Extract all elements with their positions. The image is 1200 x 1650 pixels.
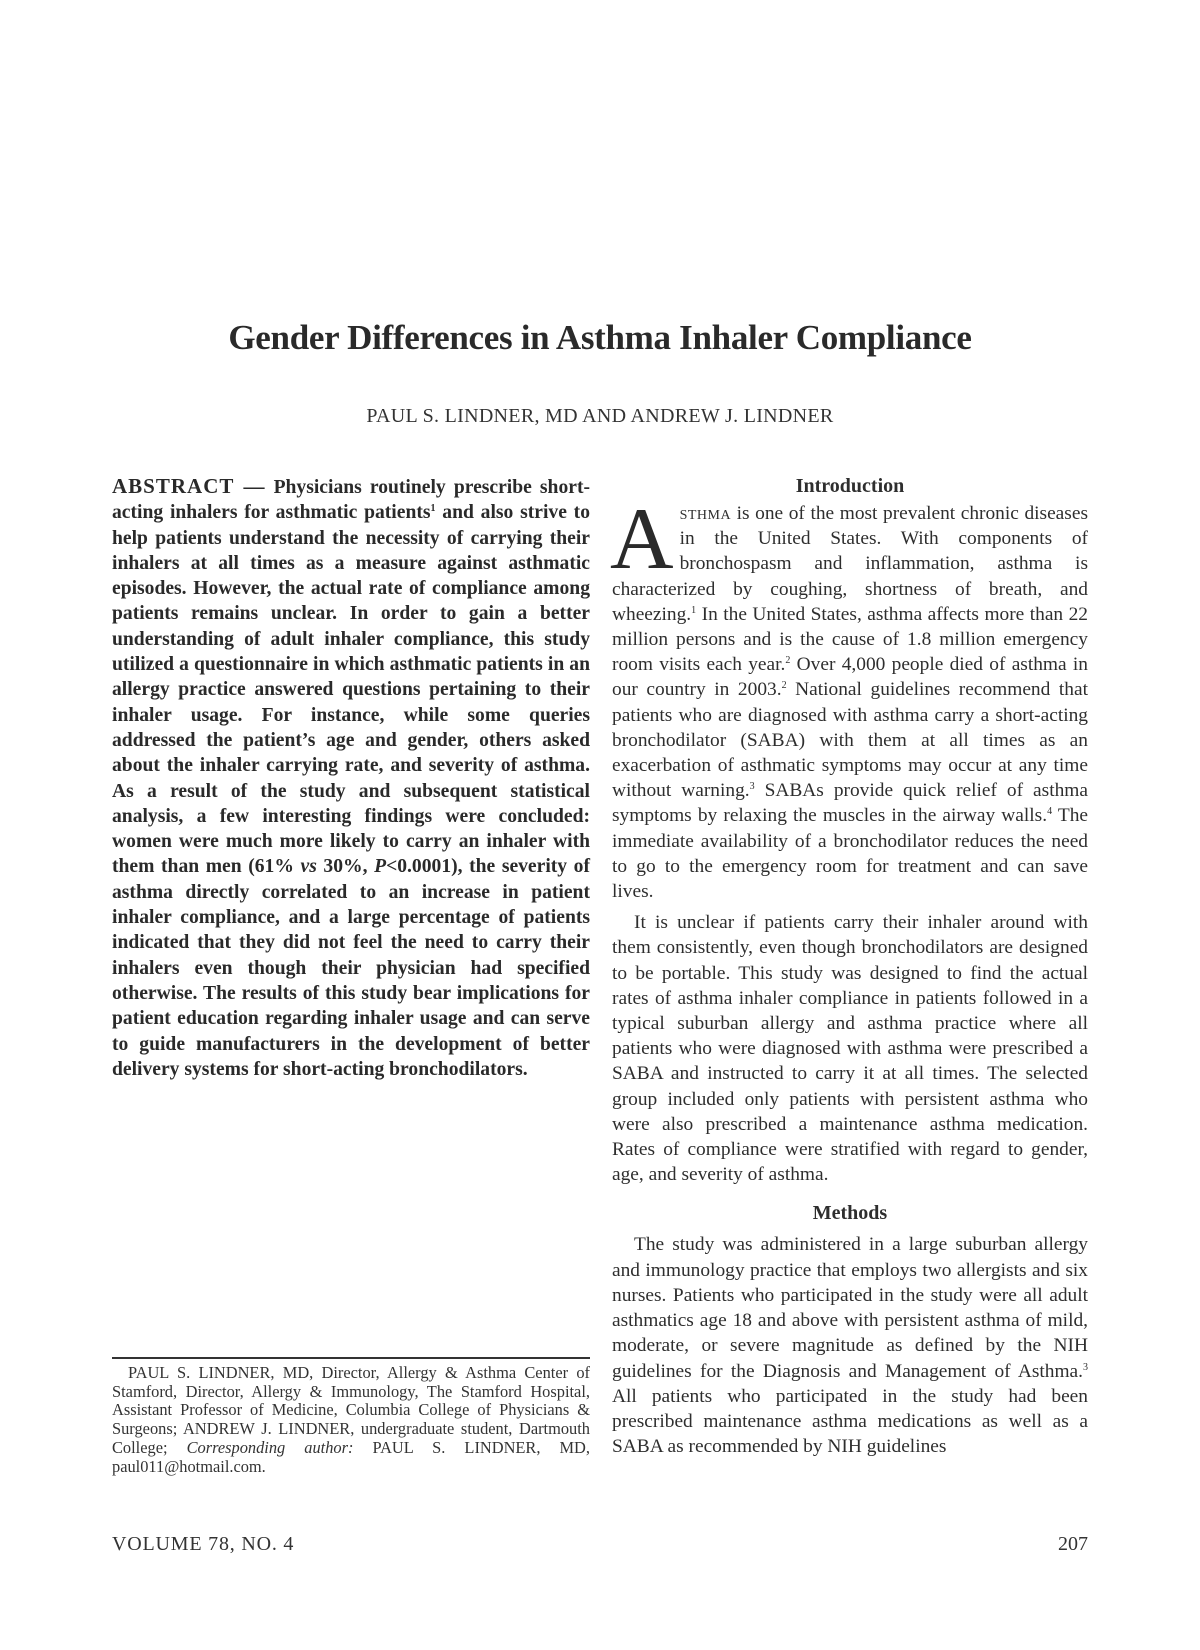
abstract-text: 30%, bbox=[316, 856, 375, 878]
article-title: Gender Differences in Asthma Inhaler Compliance bbox=[228, 318, 972, 357]
intro-text: Over 4,000 people died of asthma in our country in 2003. bbox=[612, 654, 1088, 701]
section-heading-methods: Methods bbox=[812, 1202, 888, 1225]
intro-text: The immediate availability of a bronchodilator reduces the need to go to the emergency room for treatment and can save lives. bbox=[612, 805, 1088, 903]
section-heading-introduction: Introduction bbox=[795, 475, 905, 497]
intro-paragraph-2: It is unclear if patients carry their inhaler around with them consistently, even though bronchodilators are designed to be portable. This study was designed to find the actual rates of asthma inhaler compliance in patients followed in a typical suburban allergy and asthma practice where all patients who were diagnosed with asthma were prescribed a SABA and instructed to carry it at all times. The selected group included only patients with persistent asthma who were also prescribed a maintenance asthma medication. Rates of compliance were stratified with regard to gender, age, and severity of asthma. bbox=[612, 912, 1088, 1186]
methods-text: All patients who participated in the study had been prescribed maintenance asthma medications as well as a SABA as recommended by NIH guidelines bbox=[612, 1385, 1088, 1458]
citation-ref: 3 bbox=[749, 781, 755, 793]
intro-text: National guidelines recommend that patients who are diagnosed with asthma carry a short-acting bronchodilator (SABA) with them at all times as an exacerbation of asthmatic symptoms may occur at any time without warning. bbox=[612, 679, 1088, 802]
abstract-block bbox=[112, 474, 590, 1082]
footnote-text: PAUL S. LINDNER, MD, Director, Allergy & Asthma Center of Stamford, Director, Allergy & Immunology, The Stamford Hospital, Assistant Professor of Medicine, Columbia College of Physicians & Surgeons; ANDREW J. LINDNER, undergraduate student, Dartmouth College; bbox=[112, 1363, 590, 1457]
methods-text: The study was administered in a large suburban allergy and immunology practice that employs two allergists and six nurses. Patients who participated in the study were all adult asthmatics age 18 and above with persistent asthma of mild, moderate, or severe magnitude as defined by the NIH guidelines for the Diagnosis and Management of Asthma. bbox=[612, 1234, 1088, 1382]
intro-smallcaps: sthma bbox=[679, 503, 732, 524]
citation-ref: 2 bbox=[785, 655, 791, 667]
author-line: PAUL S. LINDNER, MD AND ANDREW J. LINDNER bbox=[366, 405, 834, 427]
main-body-column bbox=[612, 474, 1088, 1459]
footnote-text: PAUL S. LINDNER, MD, paul011@hotmail.com. bbox=[112, 1437, 590, 1476]
drop-cap: A bbox=[610, 491, 674, 588]
abstract-vs: vs bbox=[300, 856, 317, 878]
citation-ref: 2 bbox=[781, 680, 787, 692]
intro-text: SABAs provide quick relief of asthma symptoms by relaxing the muscles in the airway walls. bbox=[612, 780, 1088, 827]
citation-ref: 1 bbox=[430, 503, 436, 515]
footnote-divider bbox=[112, 1357, 590, 1359]
author-footnote bbox=[112, 1364, 590, 1476]
citation-ref: 4 bbox=[1047, 806, 1053, 818]
footnote-paragraph bbox=[112, 1364, 590, 1476]
intro-text: is one of the most prevalent chronic diseases in the United States. With components of bronchospasm and inflammation, asthma is characterized by coughing, shortness of breath, and wheezing. bbox=[612, 503, 1088, 625]
corresponding-author-label: Corresponding author: bbox=[186, 1437, 354, 1457]
volume-number: VOLUME 78, NO. 4 bbox=[112, 1533, 295, 1555]
abstract-text: Physicians routinely prescribe short-acting inhalers for asthmatic patients bbox=[112, 477, 590, 524]
intro-paragraph-1 bbox=[610, 491, 1088, 904]
citation-ref: 3 bbox=[1083, 1361, 1088, 1373]
intro-text: In the United States, asthma affects more than 22 million persons and is the cause of 1.8 million emergency room visits each year. bbox=[612, 603, 1088, 676]
methods-paragraph-1 bbox=[612, 1232, 1088, 1459]
abstract-label: ABSTRACT — bbox=[112, 474, 266, 498]
abstract-text: and also strive to help patients understand the necessity of carrying their inhalers at all times as a measure against asthmatic episodes. However, the actual rate of compliance among patients remains unclear. In order to gain a better understanding of adult inhaler compliance, this study utilized a questionnaire in which asthmatic patients in an allergy practice answered questions pertaining to their inhaler usage. For instance, while some queries addressed the patient’s age and gender, others asked about the inhaler carrying rate, and severity of asthma. As a result of the study and subsequent statistical analysis, a few interesting findings were concluded: women were much more likely to carry an inhaler with them than men (61% bbox=[112, 502, 590, 878]
citation-ref: 1 bbox=[691, 604, 697, 616]
abstract-p-value-label: P bbox=[374, 856, 387, 878]
page-number: 207 bbox=[1058, 1533, 1088, 1555]
abstract-text: <0.0001), the severity of asthma directly correlated to an increase in patient inhaler compliance, and a large percentage of patients indicated that they did not feel the need to carry their inhalers even though their physician had specified otherwise. The results of this study bear implications for patient education regarding inhaler usage and can serve to guide manufacturers in the development of better delivery systems for short-acting bronchodilators. bbox=[112, 856, 590, 1080]
